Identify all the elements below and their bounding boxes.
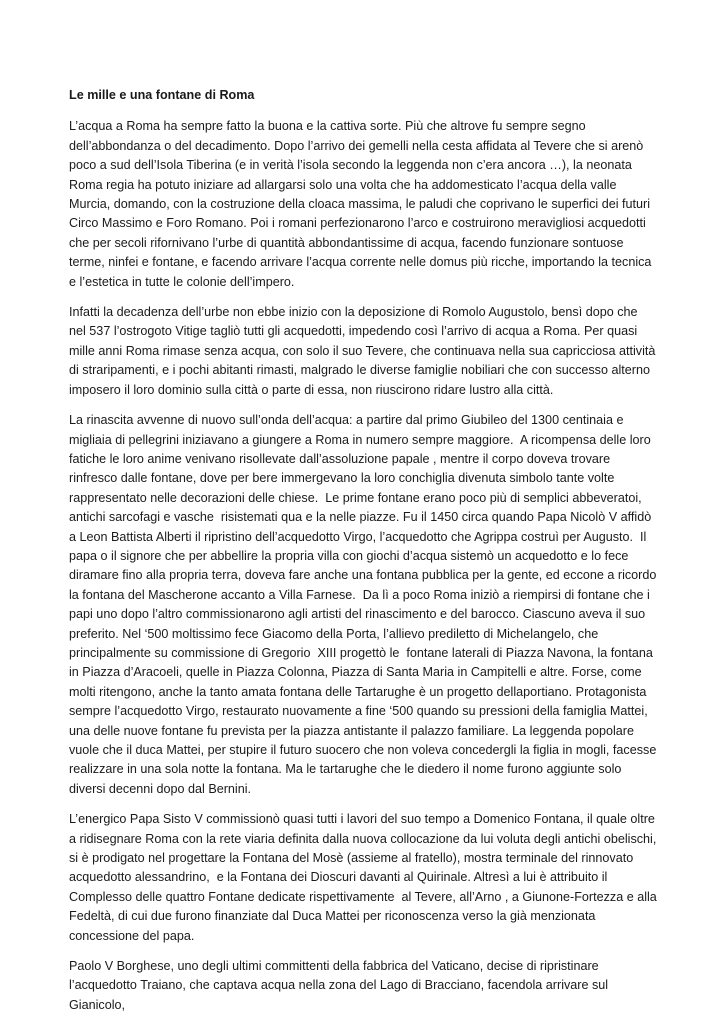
paragraph-5: Paolo V Borghese, uno degli ultimi committenti della fabbrica del Vaticano, decise di ripristinare l’acquedotto Traiano, che captava acqua nella zona del Lago di Bracciano, facendola arrivare sul Gianicolo, [69,959,612,1012]
paragraph-1: L’acqua a Roma ha sempre fatto la buona e la cattiva sorte. Più che altrove fu sempre segno dell’abbondanza o del decadimento. Dopo l’arrivo dei gemelli nella cesta affidata al Tevere che si arenò poco a sud dell’Isola Tiberina (e in verità l’isola secondo la leggenda non c’era ancora …), la neonata Roma regia ha potuto iniziare ad allargarsi solo una volta che ha addomesticato l’acqua della valle Murcia, domando, con la costruzione della cloaca massima, le paludi che coprivano le superfici dei futuri Circo Massimo e Foro Romano. Poi i romani perfezionarono l’arco e costruirono meravigliosi acquedotti che per secoli rifornivano l’urbe di quantità abbondantissime di acqua, facendo funzionare sontuose terme, ninfei e fontane, e facendo arrivare l’acqua corrente nelle domus più ricche, importando la tecnica e l’estetica in tutte le colonie dell’impero. [69,119,655,289]
document-body [69,86,661,1024]
paragraph-3: La rinascita avvenne di nuovo sull’onda dell’acqua: a partire dal primo Giubileo del 1300 centinaia e migliaia di pellegrini iniziavano a giungere a Roma in numero sempre maggiore. A ricompensa delle loro fatiche le loro anime venivano risollevate dall’assoluzione papale , mentre il corpo doveva trovare rinfresco dalle fontane, dove per bere immergevano la loro conchiglia divenuta simbolo tante volte rappresentato nelle decorazioni delle chiese. Le prime fontane erano poco più di semplici abbeveratoi, antichi sarcofagi e vasche risistemati qua e la nelle piazze. Fu il 1450 circa quando Papa Nicolò V affidò a Leon Battista Alberti il ripristino dell’acquedotto Virgo, l’acquedotto che Agrippa costruì per Augusto. Il papa o il signore che per abbellire la propria villa con giochi d’acqua sistemò un acquedotto e lo fece diramare fino alla propria terra, doveva fare anche una fontana pubblica per la gente, ed eccone a ricordo la fontana del Mascherone accanto a Villa Farnese. Da lì a poco Roma iniziò a riempirsi di fontane che i papi uno dopo l’altro commissionarono agli artisti del rinascimento e del barocco. Ciascuno aveva il suo preferito. Nel ‘500 moltissimo fece Giacomo della Porta, l’allievo prediletto di Michelangelo, che principalmente su commissione di Gregorio XIII progettò le fontane laterali di Piazza Navona, la fontana in Piazza d’Aracoeli, quelle in Piazza Colonna, Piazza di Santa Maria in Campitelli e altre. Forse, come molti ritengono, anche la tanto amata fontana delle Tartarughe è un progetto dellaportiano. Protagonista sempre l’acquedotto Virgo, restaurato nuovamente a fine ‘500 quando su pressioni della famiglia Mattei, una delle nuove fontane fu prevista per la piazza antistante il palazzo familiare. La leggenda popolare vuole che il duca Mattei, per stupire il futuro suocero che non voleva concedergli la figlia in mogli, facesse realizzare in una sola notte la fontana. Ma le tartarughe che le diedero il nome furono aggiunte solo diversi decenni dopo dal Bernini. [69,413,660,796]
document-title: Le mille e una fontane di Roma [69,88,255,102]
paragraph-2: Infatti la decadenza dell’urbe non ebbe inizio con la deposizione di Romolo Augustolo, bensì dopo che nel 537 l’ostrogoto Vitige tagliò tutti gli acquedotti, impedendo così l’arrivo di acqua a Roma. Per quasi mille anni Roma rimase senza acqua, con solo il suo Tevere, che continuava nella sua capricciosa attività di straripamenti, e i pochi abitanti rimasti, malgrado le diverse famiglie nobiliari che con successo alterno imposero il loro dominio sulla città o parte di essa, non riuscirono ridare lustro alla città. [69,305,659,397]
paragraph-4: L’energico Papa Sisto V commissionò quasi tutti i lavori del suo tempo a Domenico Fontana, il quale oltre a ridisegnare Roma con la rete viaria definita dalla nuova collocazione da lui voluta degli antichi obelischi, si è prodigato nel progettare la Fontana del Mosè (assieme al fratello), mostra terminale del rinnovato acquedotto alessandrino, e la Fontana dei Dioscuri davanti al Quirinale. Altresì a lui è attribuito il Complesso delle quattro Fontane dedicate rispettivamente al Tevere, all’Arno , a Giunone-Fortezza e alla Fedeltà, di cui due furono finanziate dal Duca Mattei per riconoscenza verso la già menzionata concessione del papa. [69,812,661,943]
